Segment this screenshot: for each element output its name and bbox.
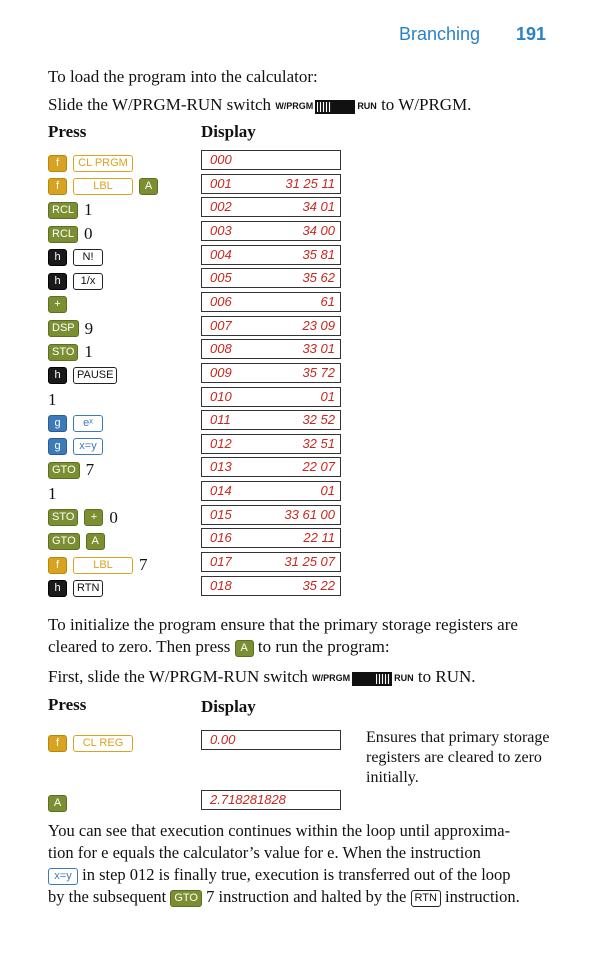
press-keys — [48, 483, 57, 504]
key-code: 01 — [320, 483, 335, 499]
init-line-1: To initialize the program ensure that the primary storage registers are — [48, 615, 518, 634]
key-code: 35 72 — [302, 364, 335, 380]
press-digit: 0 — [84, 224, 93, 244]
display-readout — [201, 363, 341, 383]
program-row — [48, 339, 548, 361]
key-e: eˣ — [73, 415, 103, 432]
key-cl-prgm: CL PRGM — [73, 155, 133, 172]
display-readout — [201, 174, 341, 194]
key-code: 22 11 — [303, 530, 335, 546]
init-line-2: cleared to zero. Then press A to run the program: — [48, 637, 390, 656]
press-keys — [48, 578, 109, 598]
program-row — [48, 245, 548, 267]
step-address: 015 — [210, 506, 232, 522]
display-readout — [201, 505, 341, 525]
press-column-header-2: Press — [48, 695, 87, 714]
key-code: 31 25 07 — [284, 554, 335, 570]
program-row — [48, 481, 548, 503]
press-keys — [48, 318, 93, 339]
program-row — [48, 316, 548, 338]
page-header — [0, 22, 593, 50]
program-row — [48, 576, 548, 598]
press-keys — [48, 152, 139, 172]
display-readout — [201, 481, 341, 501]
step-address: 012 — [210, 435, 232, 451]
step-address: 014 — [210, 483, 232, 499]
press-digit: 9 — [84, 318, 94, 338]
intro-line-1: To load the program into the calculator: — [48, 67, 318, 86]
key-a: A — [48, 795, 67, 812]
key-code: 23 09 — [302, 317, 335, 333]
step-address: 018 — [210, 577, 232, 593]
key-h: h — [48, 580, 67, 597]
program-row — [48, 174, 548, 196]
display-readout — [201, 292, 341, 312]
display-readout — [201, 528, 341, 548]
press-keys — [48, 199, 93, 220]
step-address: 004 — [210, 246, 232, 262]
display-readout — [201, 221, 341, 241]
key-gto: GTO — [48, 533, 80, 550]
step-address: 009 — [210, 364, 232, 380]
key-pause: PAUSE — [73, 367, 117, 384]
page-number: 191 — [516, 24, 547, 44]
key-f: f — [48, 735, 67, 752]
program-row — [48, 434, 548, 456]
display-value: 2.718281828 — [210, 792, 286, 807]
display-readout — [201, 387, 341, 407]
program-row — [48, 292, 548, 314]
press-keys — [48, 365, 123, 385]
display-column-header: Display — [201, 122, 256, 141]
key-f: f — [48, 155, 67, 172]
key-f: f — [48, 178, 67, 195]
press-keys — [48, 270, 109, 290]
display-readout — [201, 434, 341, 454]
step-address: 003 — [210, 222, 232, 238]
press-keys — [48, 412, 109, 432]
key-x-y: x=y — [73, 438, 103, 455]
key-code: 32 52 — [302, 412, 335, 428]
key-1-x: 1/x — [73, 273, 103, 290]
program-row — [48, 363, 548, 385]
key-code: 61 — [320, 293, 335, 309]
key-code: 32 51 — [302, 435, 335, 451]
press-keys — [48, 294, 73, 314]
key-code: 33 01 — [302, 341, 335, 357]
program-row — [48, 410, 548, 432]
program-row — [48, 528, 548, 550]
step-address: 002 — [210, 199, 232, 215]
prgm-run-switch-icon: W/PRGM RUN — [275, 95, 377, 117]
display-column-header-2: Display — [201, 697, 256, 716]
press-keys — [48, 792, 73, 812]
key-n: N! — [73, 249, 103, 266]
display-readout — [201, 790, 341, 810]
prgm-run-switch-icon: W/PRGM RUN — [312, 667, 414, 689]
key-h: h — [48, 273, 67, 290]
key-rtn: RTN — [411, 890, 441, 907]
key-gto: GTO — [170, 890, 202, 907]
intro-line-2: Slide the W/PRGM-RUN switch W/PRGM RUN to W/PRGM. — [48, 94, 471, 117]
press-digit: 1 — [84, 200, 93, 220]
key-gto: GTO — [48, 462, 80, 479]
key-rcl: RCL — [48, 202, 78, 219]
key-a: A — [86, 533, 105, 550]
program-row — [48, 221, 548, 243]
step-address: 008 — [210, 341, 232, 357]
display-readout — [201, 268, 341, 288]
step-address: 013 — [210, 459, 232, 475]
key-code: 31 25 11 — [285, 175, 335, 191]
step-address: 017 — [210, 554, 232, 570]
key-: + — [48, 296, 67, 313]
step-address: 001 — [210, 175, 232, 191]
key-code: 22 07 — [302, 459, 335, 475]
press-keys — [48, 223, 93, 244]
press-keys — [48, 732, 139, 752]
display-value: 0.00 — [210, 732, 236, 747]
press-digit: 1 — [48, 389, 57, 409]
key-code: 35 62 — [302, 270, 335, 286]
closing-line-2: tion for e equals the calculator’s value for e. When the instruction — [48, 843, 481, 862]
display-readout — [201, 245, 341, 265]
press-digit: 7 — [139, 555, 148, 575]
display-readout — [201, 197, 341, 217]
display-readout — [201, 410, 341, 430]
key-a: A — [235, 640, 254, 657]
display-readout — [201, 316, 341, 336]
step-address: 005 — [210, 270, 232, 286]
key-lbl: LBL — [73, 557, 133, 574]
key-h: h — [48, 249, 67, 266]
note-text: Ensures that primary storage registers are cleared to zero initially. — [366, 729, 550, 786]
key-code: 35 81 — [302, 246, 335, 262]
program-row — [48, 387, 548, 409]
key-h: h — [48, 367, 67, 384]
program-row — [48, 457, 548, 479]
program-row — [48, 150, 548, 172]
key-code: 35 22 — [302, 577, 335, 593]
key-code: 33 61 00 — [284, 506, 335, 522]
section-title: Branching — [399, 24, 481, 44]
program-row — [48, 197, 548, 219]
press-keys — [48, 459, 94, 480]
init-line-3: First, slide the W/PRGM-RUN switch W/PRGM RUN to RUN. — [48, 666, 476, 689]
press-keys — [48, 554, 148, 575]
display-readout — [201, 730, 341, 750]
press-keys — [48, 507, 118, 528]
closing-line-3: x=y in step 012 is finally true, execution is transferred out of the loop — [48, 864, 511, 886]
display-readout — [201, 552, 341, 572]
press-keys — [48, 341, 93, 362]
program-row — [48, 268, 548, 290]
step-address: 010 — [210, 388, 232, 404]
key-dsp: DSP — [48, 320, 79, 337]
closing-line-1: You can see that execution continues within the loop until approxima- — [48, 821, 511, 840]
display-readout — [201, 339, 341, 359]
key-cl-reg: CL REG — [73, 735, 133, 752]
display-readout — [201, 576, 341, 596]
key-lbl: LBL — [73, 178, 133, 195]
key-code: 34 01 — [302, 199, 335, 215]
press-keys — [48, 247, 109, 267]
key-rtn: RTN — [73, 580, 103, 597]
key-code: 34 00 — [302, 222, 335, 238]
press-keys — [48, 389, 57, 410]
press-keys — [48, 176, 164, 196]
press-keys — [48, 436, 109, 456]
key-g: g — [48, 415, 67, 432]
key-rcl: RCL — [48, 226, 78, 243]
key-sto: STO — [48, 344, 78, 361]
press-keys — [48, 530, 111, 550]
press-digit: 7 — [85, 460, 95, 480]
step-address: 006 — [210, 293, 232, 309]
key-: + — [84, 509, 103, 526]
press-column-header: Press — [48, 122, 87, 141]
program-row — [48, 552, 548, 574]
program-row — [48, 505, 548, 527]
step-address: 011 — [210, 412, 231, 428]
closing-line-4: by the subsequent GTO 7 instruction and halted by the RTN instruction. — [48, 887, 520, 906]
step-address: 016 — [210, 530, 232, 546]
press-digit: 1 — [48, 484, 57, 504]
press-digit: 0 — [109, 507, 118, 527]
display-readout — [201, 457, 341, 477]
step-address: 007 — [210, 317, 232, 333]
key-a: A — [139, 178, 158, 195]
key-code: 01 — [320, 388, 335, 404]
key-f: f — [48, 557, 67, 574]
step-address: 000 — [210, 152, 232, 167]
run-row — [48, 790, 548, 812]
press-digit: 1 — [84, 342, 93, 362]
key-x-eq-y: x=y — [48, 868, 78, 885]
key-sto: STO — [48, 509, 78, 526]
display-readout — [201, 150, 341, 170]
key-g: g — [48, 438, 67, 455]
